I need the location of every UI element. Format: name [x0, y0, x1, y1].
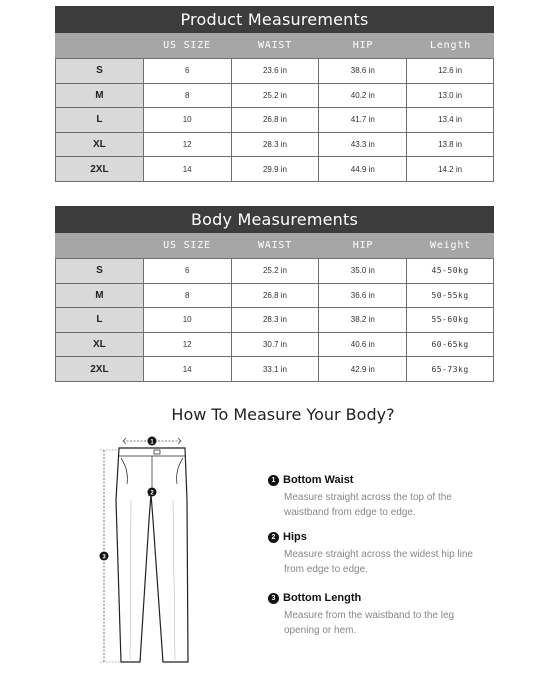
length-cell: 13.8 in	[407, 133, 494, 158]
instruction-desc: Measure from the waistband to the leg opening or hem.	[284, 610, 455, 636]
header-cell-size	[55, 233, 143, 258]
svg-text:2: 2	[150, 490, 154, 497]
product-measurements-table	[55, 6, 494, 182]
table-row	[56, 333, 494, 358]
hip-cell: 44.9 in	[319, 157, 407, 182]
table-row	[56, 357, 494, 382]
table-row	[56, 108, 494, 133]
header-cell-us-size: US SIZE	[163, 240, 211, 251]
us-size-cell: 8	[144, 84, 232, 109]
size-cell: 2XL	[56, 157, 144, 182]
waist-cell: 25.2 in	[232, 259, 320, 284]
length-cell: 13.0 in	[407, 84, 494, 109]
hip-cell: 38.6 in	[319, 59, 407, 84]
waist-cell: 28.3 in	[232, 133, 320, 158]
hip-cell: 41.7 in	[319, 108, 407, 133]
size-cell: L	[56, 108, 144, 133]
table-row	[56, 133, 494, 158]
hip-cell: 40.2 in	[319, 84, 407, 109]
weight-cell: 50-55kg	[407, 284, 494, 309]
waist-cell: 33.1 in	[232, 357, 320, 382]
table-row	[56, 84, 494, 109]
number-badge-icon: 3	[268, 593, 279, 604]
us-size-cell: 12	[144, 333, 232, 358]
instruction-title: Hips	[283, 531, 307, 543]
number-badge-icon: 2	[268, 532, 279, 543]
us-size-cell: 12	[144, 133, 232, 158]
instruction-desc: Measure straight across the top of the waistband from edge to edge.	[284, 492, 452, 518]
table-row	[56, 157, 494, 182]
instruction-bottom-length	[268, 592, 528, 638]
us-size-cell: 14	[144, 357, 232, 382]
size-cell: M	[56, 284, 144, 309]
header-cell-us-size: US SIZE	[163, 40, 211, 51]
weight-cell: 45-50kg	[407, 259, 494, 284]
length-cell: 14.2 in	[407, 157, 494, 182]
header-cell-weight: Weight	[430, 240, 471, 251]
size-cell: S	[56, 259, 144, 284]
how-to-measure-title: How To Measure Your Body?	[171, 405, 395, 424]
weight-cell: 55-60kg	[407, 308, 494, 333]
us-size-cell: 10	[144, 108, 232, 133]
hip-cell: 40.6 in	[319, 333, 407, 358]
instruction-desc: Measure straight across the widest hip line from edge to edge.	[284, 549, 473, 575]
waist-cell: 25.2 in	[232, 84, 320, 109]
body-measurements-table	[55, 206, 494, 382]
svg-text:1: 1	[150, 439, 154, 446]
pants-diagram-icon	[95, 430, 205, 670]
instruction-title: Bottom Waist	[283, 474, 354, 486]
table-row	[56, 308, 494, 333]
instruction-bottom-waist	[268, 474, 528, 520]
body-table-title: Body Measurements	[55, 206, 494, 233]
hip-cell: 42.9 in	[319, 357, 407, 382]
size-cell: L	[56, 308, 144, 333]
table-row	[56, 284, 494, 309]
header-cell-hip: HIP	[352, 240, 374, 251]
header-cell-hip: HIP	[352, 40, 374, 51]
waist-cell: 26.8 in	[232, 284, 320, 309]
size-cell: XL	[56, 133, 144, 158]
size-cell: 2XL	[56, 357, 144, 382]
product-table-body	[55, 58, 494, 182]
size-cell: S	[56, 59, 144, 84]
length-cell: 12.6 in	[407, 59, 494, 84]
waist-cell: 29.9 in	[232, 157, 320, 182]
svg-text:3: 3	[102, 554, 106, 561]
waist-cell: 30.7 in	[232, 333, 320, 358]
size-cell: XL	[56, 333, 144, 358]
table-row	[56, 259, 494, 284]
product-table-header	[55, 33, 494, 58]
waist-cell: 26.8 in	[232, 108, 320, 133]
waist-cell: 28.3 in	[232, 308, 320, 333]
us-size-cell: 8	[144, 284, 232, 309]
waist-cell: 23.6 in	[232, 59, 320, 84]
us-size-cell: 14	[144, 157, 232, 182]
hip-cell: 35.0 in	[319, 259, 407, 284]
body-table-header	[55, 233, 494, 258]
header-cell-waist: WAIST	[257, 40, 293, 51]
number-badge-icon: 1	[268, 475, 279, 486]
product-table-title: Product Measurements	[55, 6, 494, 33]
weight-cell: 60-65kg	[407, 333, 494, 358]
length-cell: 13.4 in	[407, 108, 494, 133]
size-cell: M	[56, 84, 144, 109]
header-cell-length: Length	[430, 40, 471, 51]
instruction-hips	[268, 531, 528, 577]
hip-cell: 36.6 in	[319, 284, 407, 309]
body-table-body	[55, 258, 494, 382]
hip-cell: 43.3 in	[319, 133, 407, 158]
header-cell-waist: WAIST	[257, 240, 293, 251]
us-size-cell: 6	[144, 59, 232, 84]
us-size-cell: 6	[144, 259, 232, 284]
table-row	[56, 59, 494, 84]
hip-cell: 38.2 in	[319, 308, 407, 333]
weight-cell: 65-73kg	[407, 357, 494, 382]
instruction-title: Bottom Length	[283, 592, 362, 604]
us-size-cell: 10	[144, 308, 232, 333]
header-cell-size	[55, 33, 143, 58]
